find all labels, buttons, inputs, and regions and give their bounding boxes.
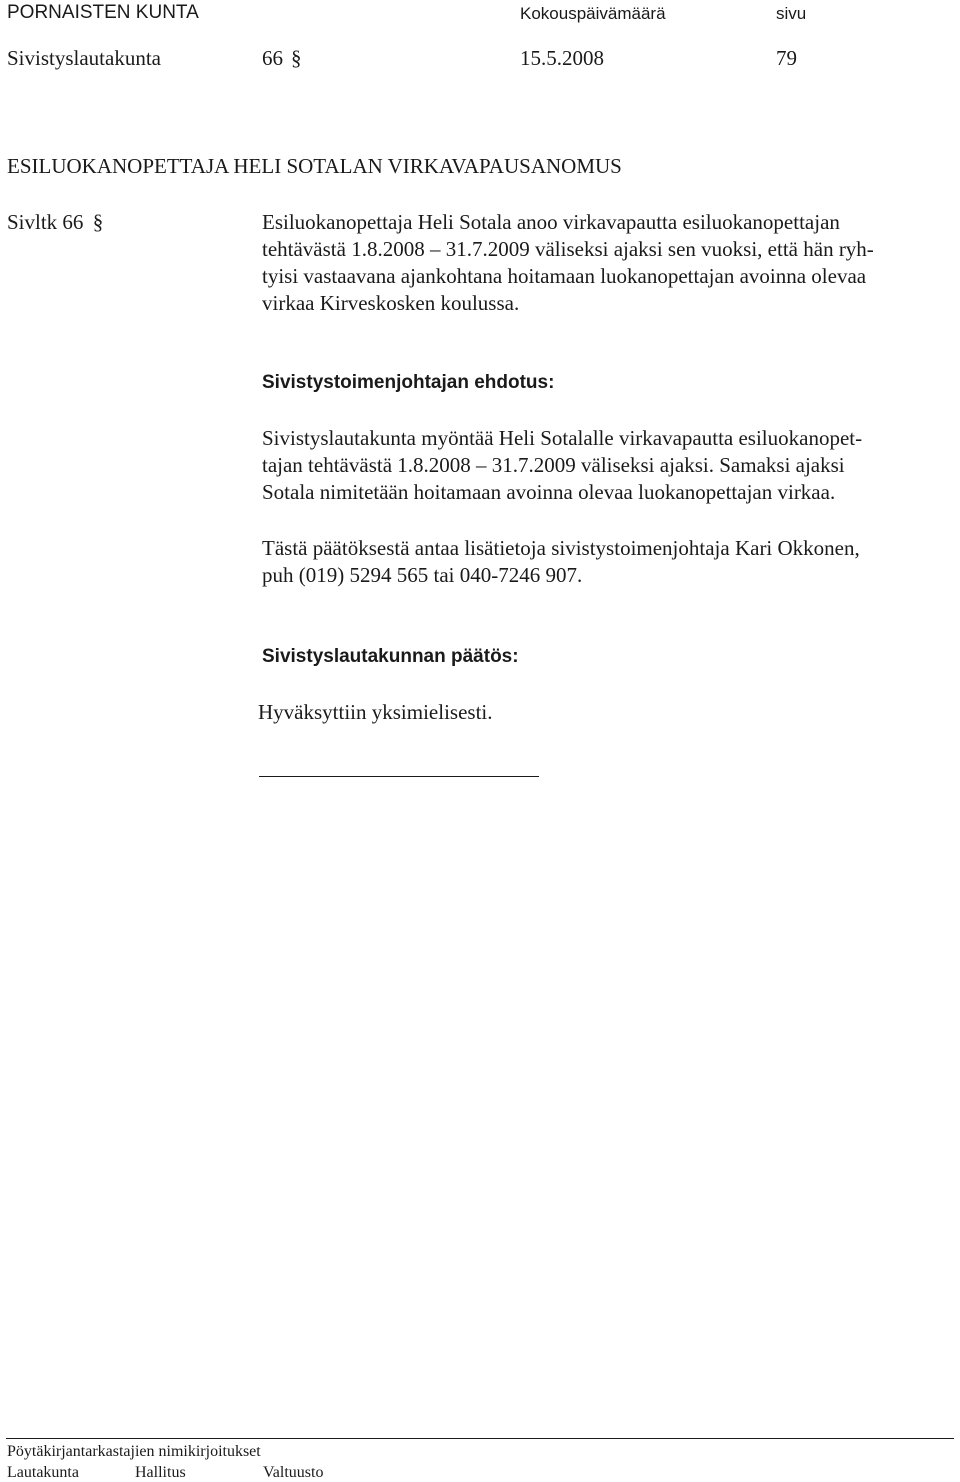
meeting-date: 15.5.2008 xyxy=(520,46,604,70)
footer-column-council: Valtuusto xyxy=(263,1464,324,1481)
proposal-line: Sotala nimitetään hoitamaan avoinna olevaa luokanopettajan virkaa. xyxy=(262,480,836,504)
page-number: 79 xyxy=(776,46,797,70)
item-reference-symbol: § xyxy=(92,210,104,234)
section-symbol: § xyxy=(291,46,302,70)
item-reference xyxy=(7,209,103,236)
item-description xyxy=(262,209,952,317)
info-line: Tästä päätöksestä antaa lisätietoja sivistystoimenjohtaja Kari Okkonen, xyxy=(262,536,860,560)
end-separator-line xyxy=(259,776,539,777)
decision-heading: Sivistyslautakunnan päätös: xyxy=(262,646,519,667)
proposal-text xyxy=(262,425,952,506)
item-reference-label: Sivltk 66 xyxy=(7,210,84,234)
org-name: PORNAISTEN KUNTA xyxy=(7,2,199,23)
decision-text: Hyväksyttiin yksimielisesti. xyxy=(258,700,493,724)
proposal-info xyxy=(262,535,952,589)
footer-column-board: Lautakunta xyxy=(7,1464,79,1481)
description-line: virkaa Kirveskosken koulussa. xyxy=(262,291,520,315)
section-number: 66 xyxy=(262,46,283,70)
description-line: tehtävästä 1.8.2008 – 31.7.2009 väliseksi ajaksi sen vuoksi, että hän ryh- xyxy=(262,237,874,261)
signatures-label: Pöytäkirjantarkastajien nimikirjoitukset xyxy=(7,1443,261,1460)
proposal-line: Sivistyslautakunta myöntää Heli Sotalalle virkavapautta esiluokanopet- xyxy=(262,426,863,450)
page-label: sivu xyxy=(776,4,807,23)
description-line: tyisi vastaavana ajankohtana hoitamaan luokanopettajan avoinna olevaa xyxy=(262,264,867,288)
committee-name: Sivistyslautakunta xyxy=(7,46,161,70)
meeting-date-label: Kokouspäivämäärä xyxy=(520,4,666,23)
info-line: puh (019) 5294 565 tai 040-7246 907. xyxy=(262,563,583,587)
proposal-heading: Sivistystoimenjohtajan ehdotus: xyxy=(262,372,555,393)
proposal-line: tajan tehtävästä 1.8.2008 – 31.7.2009 väliseksi ajaksi. Samaksi ajaksi xyxy=(262,453,845,477)
footer-rule xyxy=(6,1438,954,1439)
footer-column-executive: Hallitus xyxy=(135,1464,186,1481)
description-line: Esiluokanopettaja Heli Sotala anoo virkavapautta esiluokanopettajan xyxy=(262,210,840,234)
item-title: ESILUOKANOPETTAJA HELI SOTALAN VIRKAVAPAUSANOMUS xyxy=(7,154,622,178)
